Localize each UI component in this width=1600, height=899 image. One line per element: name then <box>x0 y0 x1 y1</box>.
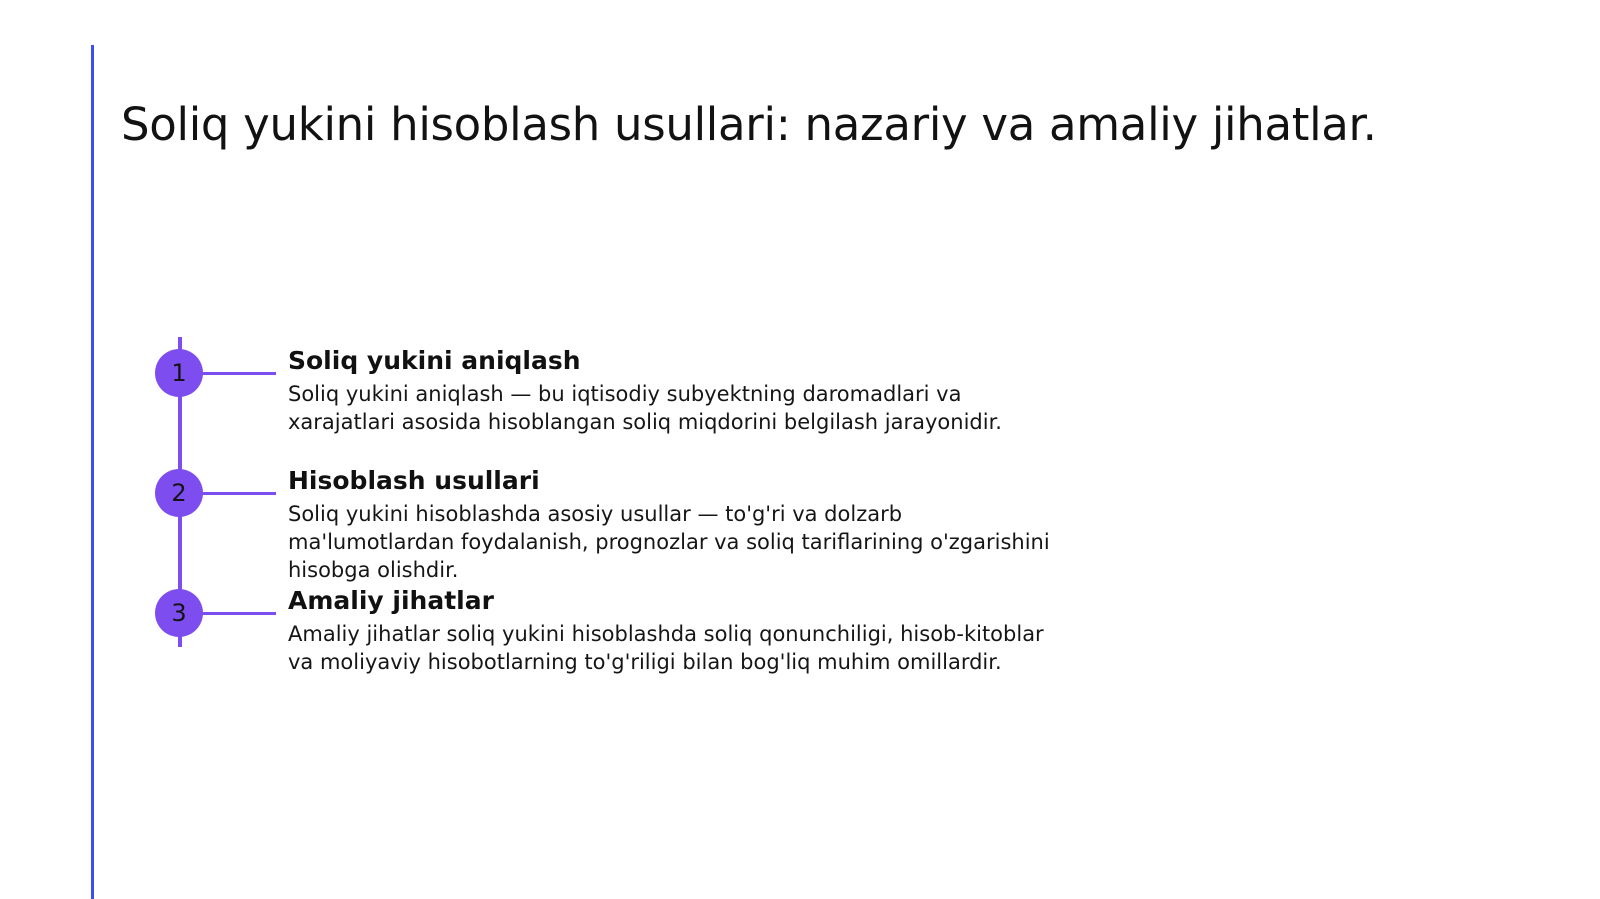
step-2-description-line: Soliq yukini hisoblashda asosiy usullar — to'g'ri va dolzarb <box>288 502 903 526</box>
step-1-description <box>288 380 1108 436</box>
step-2-heading: Hisoblash usullari <box>288 466 540 495</box>
step-1-heading: Soliq yukini aniqlash <box>288 346 581 375</box>
step-2-connector <box>200 492 276 495</box>
step-3-heading: Amaliy jihatlar <box>288 586 494 615</box>
step-3-description-line: va moliyaviy hisobotlarning to'g'riligi bilan bog'liq muhim omillardir. <box>288 650 1002 674</box>
slide-title: Soliq yukini hisoblash usullari: nazariy va amaliy jihatlar. <box>121 98 1377 151</box>
step-3-description <box>288 620 1108 676</box>
step-1-description-line: Soliq yukini aniqlash — bu iqtisodiy subyektning daromadlari va <box>288 382 962 406</box>
step-3-description-line: Amaliy jihatlar soliq yukini hisoblashda soliq qonunchiligi, hisob-kitoblar <box>288 622 1044 646</box>
left-accent-rule <box>91 45 94 899</box>
step-3-marker: 3 <box>155 589 203 637</box>
step-2-description-line: hisobga olishdir. <box>288 558 459 582</box>
step-3-connector <box>200 612 276 615</box>
step-2-description-line: ma'lumotlardan foydalanish, prognozlar va soliq tariflarining o'zgarishini <box>288 530 1050 554</box>
step-1-connector <box>200 372 276 375</box>
step-2-description <box>288 500 1108 584</box>
step-1-description-line: xarajatlari asosida hisoblangan soliq miqdorini belgilash jarayonidir. <box>288 410 1002 434</box>
step-1-marker: 1 <box>155 349 203 397</box>
step-2-marker: 2 <box>155 469 203 517</box>
